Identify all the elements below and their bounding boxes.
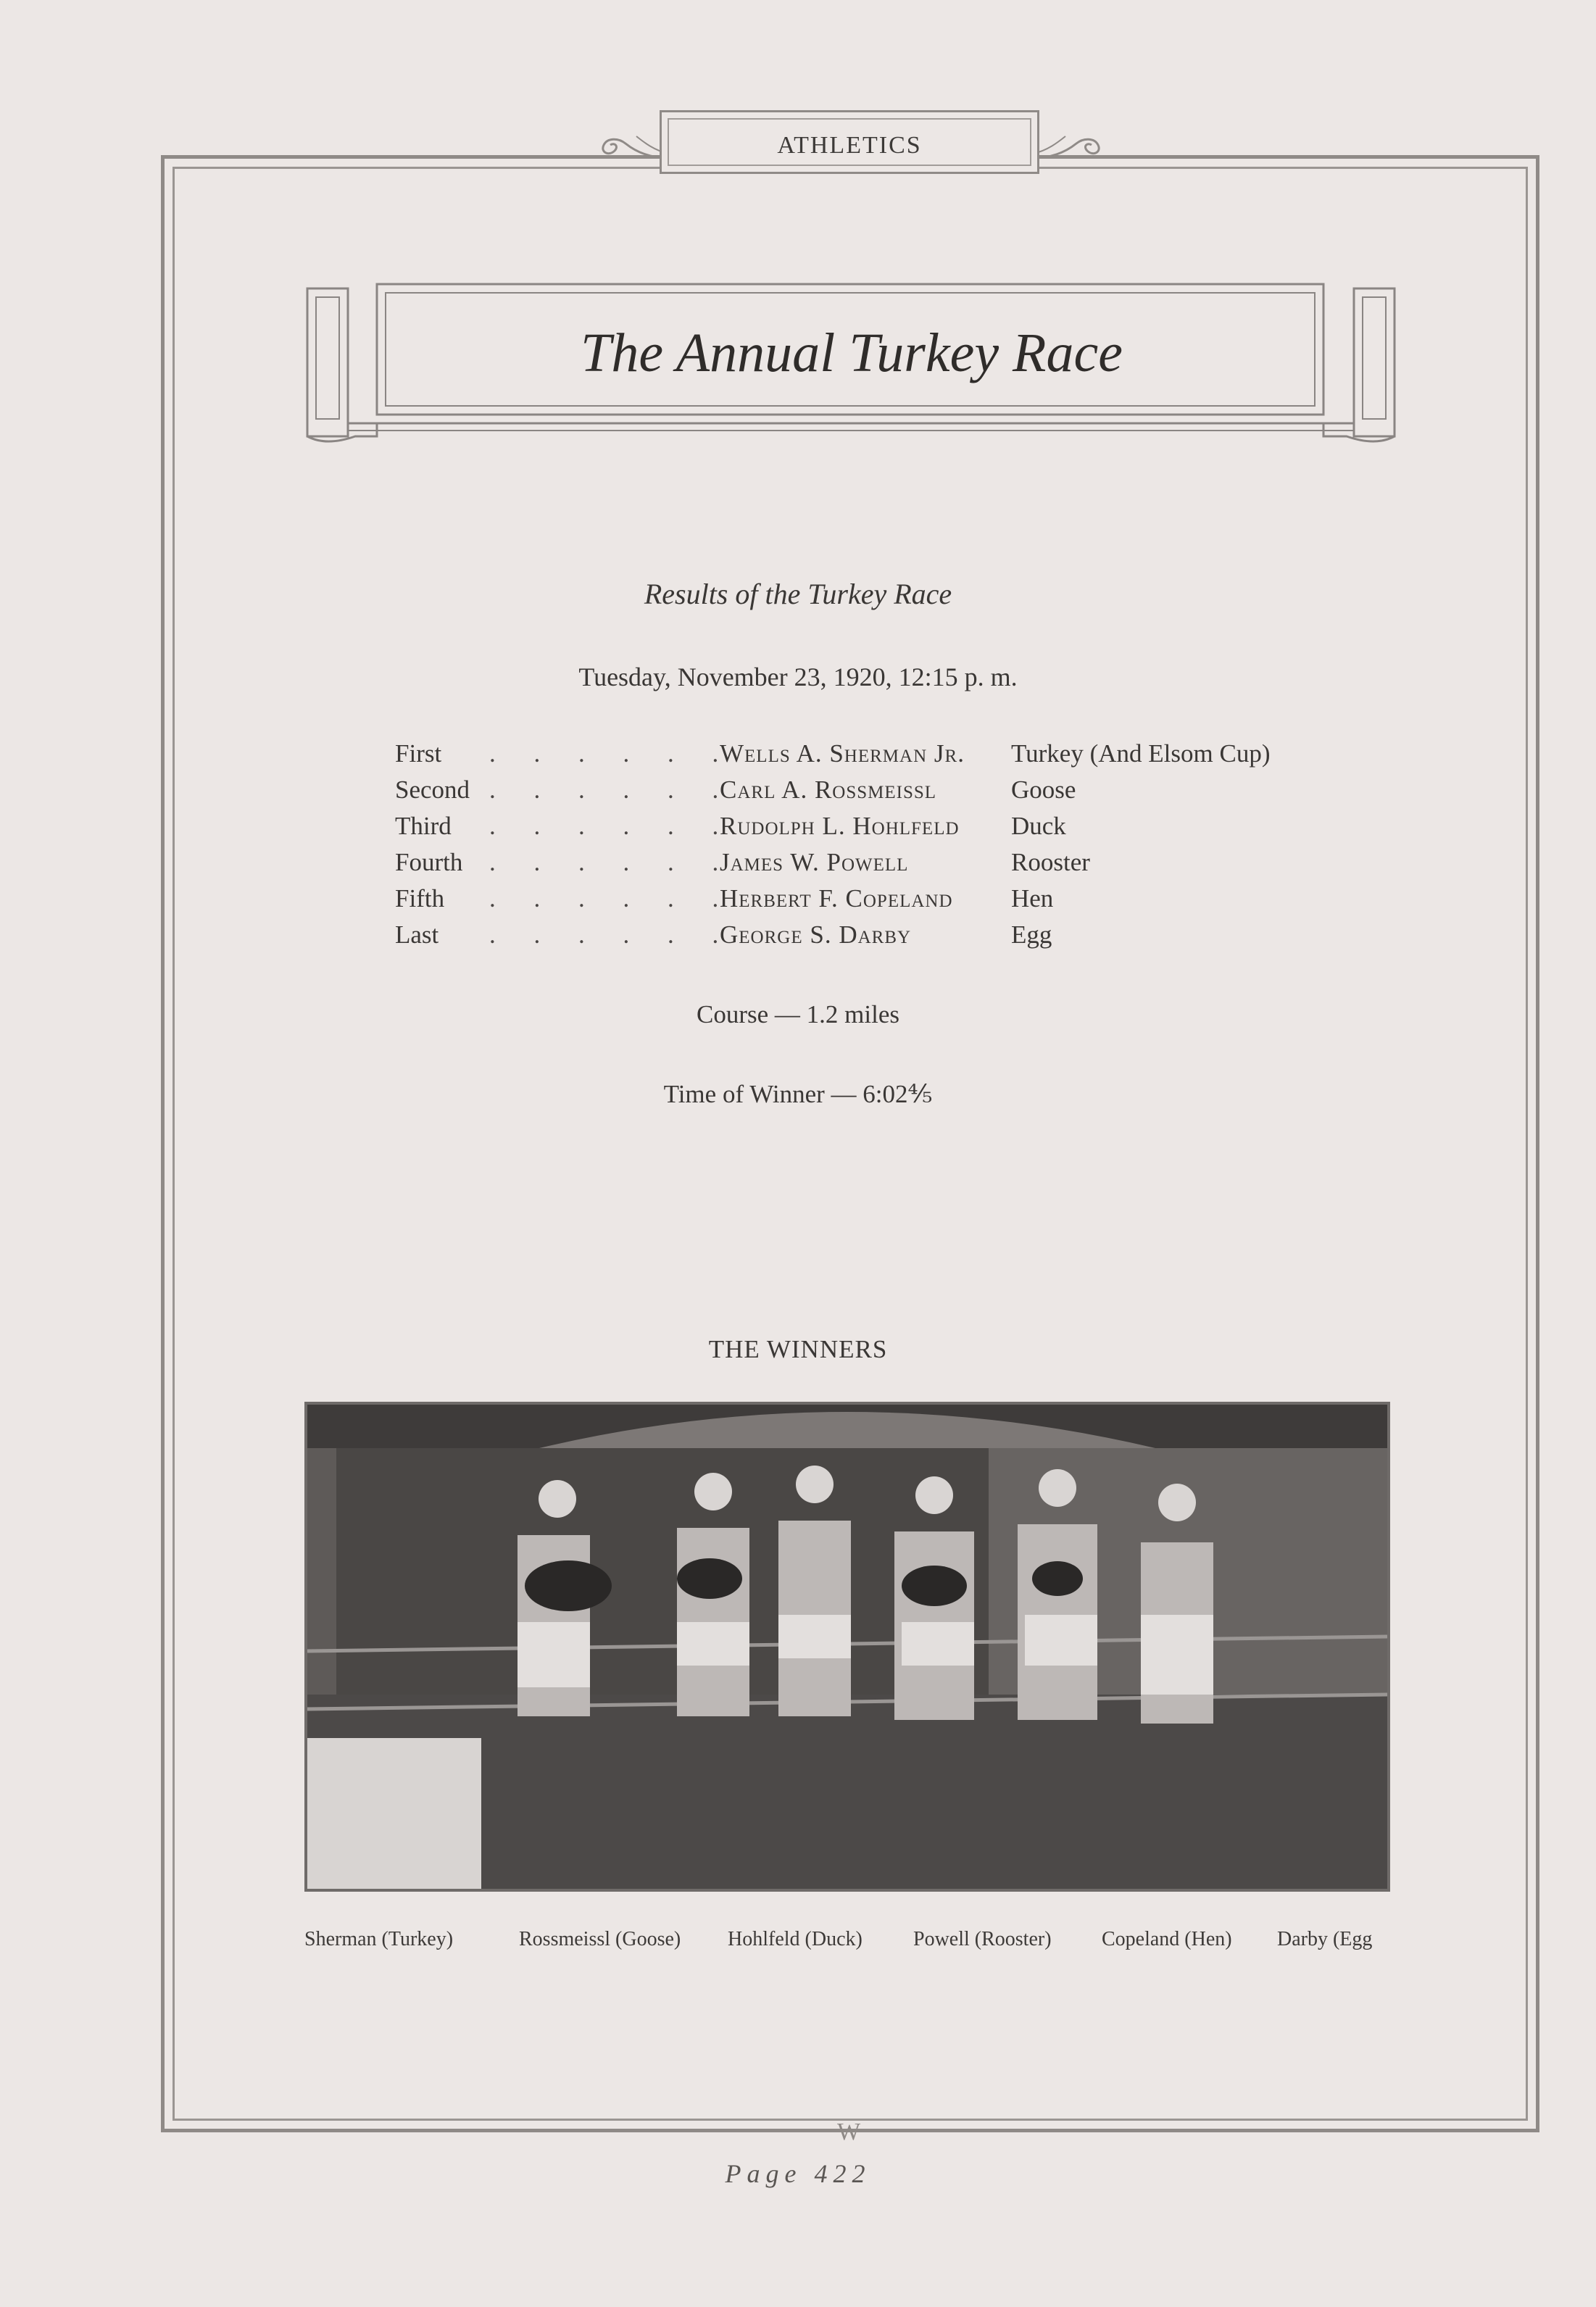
course-length: Course — 1.2 miles: [697, 1000, 899, 1028]
result-place: Last: [395, 920, 439, 949]
photo-caption: Sherman (Turkey): [304, 1928, 454, 1950]
result-prize: Goose: [1011, 776, 1076, 804]
photo-caption: Rossmeissl (Goose): [519, 1928, 681, 1950]
winners-heading: THE WINNERS: [708, 1335, 888, 1363]
result-place: First: [395, 739, 442, 768]
result-prize: Egg: [1011, 920, 1052, 949]
footer-w-ornament: [831, 2116, 867, 2145]
result-place: Fourth: [395, 848, 463, 876]
race-dateline: Tuesday, November 23, 1920, 12:15 p. m.: [578, 662, 1018, 691]
result-place: Third: [395, 812, 452, 840]
photo-caption: Powell (Rooster): [913, 1928, 1052, 1950]
result-name: James W. Powell: [720, 848, 909, 876]
page-number: Page 422: [725, 2159, 871, 2188]
winners-photo: [304, 1402, 1390, 1892]
leader-dots: . . . . . .: [489, 884, 735, 913]
winner-time: Time of Winner — 6:02⅘: [663, 1080, 933, 1108]
leader-dots: . . . . . .: [489, 776, 735, 804]
results-subtitle: Results of the Turkey Race: [644, 578, 952, 610]
result-name: Rudolph L. Hohlfeld: [720, 812, 960, 840]
photo-captions: [304, 1928, 1392, 1957]
result-prize: Rooster: [1011, 848, 1090, 876]
result-place: Second: [395, 776, 470, 804]
photo-caption: Darby (Egg: [1277, 1928, 1373, 1950]
result-prize: Hen: [1011, 884, 1054, 913]
result-name: George S. Darby: [720, 920, 912, 949]
leader-dots: . . . . . .: [489, 920, 735, 949]
section-label: ATHLETICS: [777, 132, 922, 159]
scroll-ornament-right: [1029, 122, 1109, 165]
result-name: Carl A. Rossmeissl: [720, 776, 937, 804]
result-name: Herbert F. Copeland: [720, 884, 953, 913]
leader-dots: . . . . . .: [489, 848, 735, 876]
winners-photo-illustration: [307, 1405, 1387, 1889]
page-title: The Annual Turkey Race: [581, 323, 1123, 383]
result-prize: Turkey (And Elsom Cup): [1011, 739, 1271, 768]
leader-dots: . . . . . .: [489, 739, 735, 768]
footer-w-letter: W: [836, 2119, 861, 2145]
photo-caption: Hohlfeld (Duck): [728, 1928, 863, 1950]
result-name: Wells A. Sherman Jr.: [720, 739, 965, 768]
result-prize: Duck: [1011, 812, 1066, 840]
photo-caption: Copeland (Hen): [1102, 1928, 1232, 1950]
result-place: Fifth: [395, 884, 445, 913]
leader-dots: . . . . . .: [489, 812, 735, 840]
